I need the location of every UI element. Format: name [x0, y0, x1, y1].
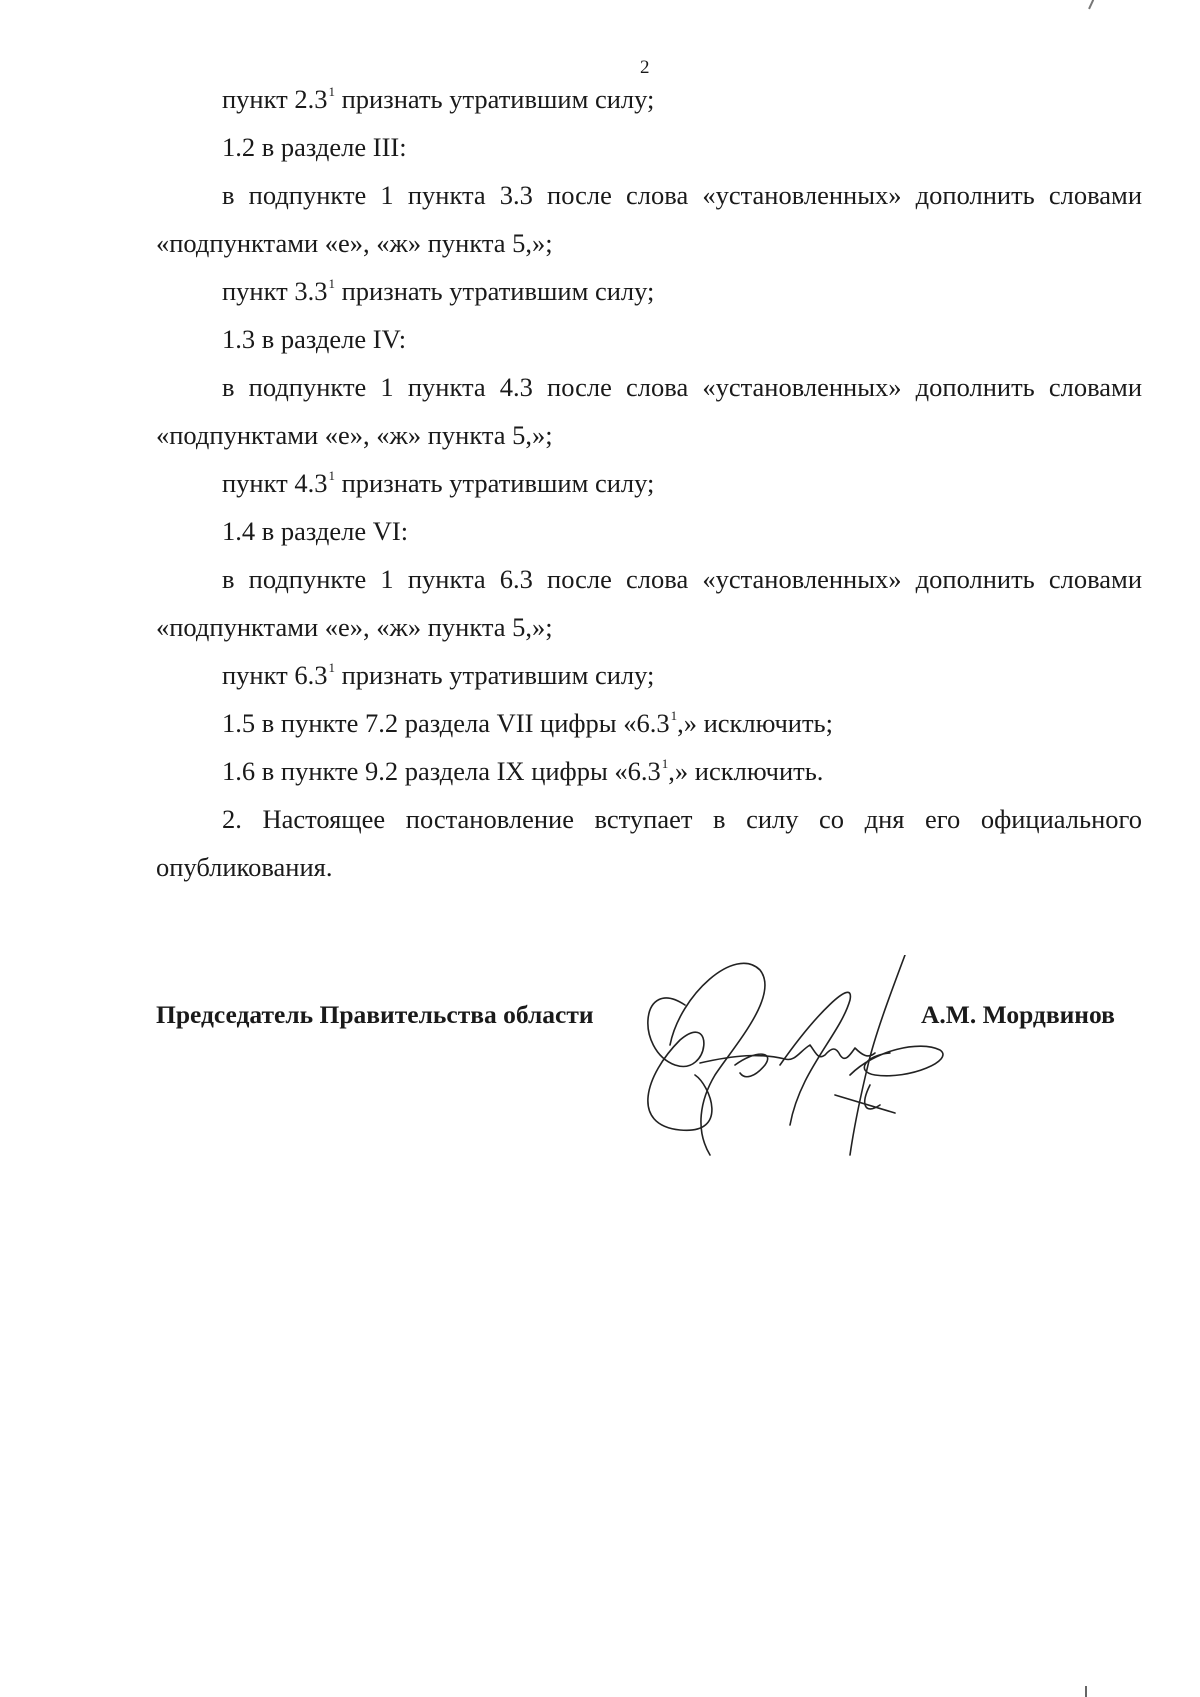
- paragraph-section-vi-amendment-cont: «подпунктами «е», «ж» пункта 5,»;: [156, 612, 553, 642]
- handwritten-signature: [640, 955, 970, 1165]
- signature-stroke: [850, 1046, 943, 1076]
- paragraph-section-iv-amendment-cont: «подпунктами «е», «ж» пункта 5,»;: [156, 420, 553, 450]
- scan-corner-mark: [1085, 1686, 1087, 1697]
- paragraph-item-1-6: 1.6 в пункте 9.2 раздела IX цифры «$6.3^1$,» исключить.: [222, 756, 824, 786]
- document-body: [156, 75, 1142, 891]
- paragraph-item-3-3-repealed: пункт $3.3^1$ признать утратившим силу;: [222, 276, 655, 306]
- signature-stroke: [735, 1054, 768, 1077]
- paragraph-section-iv-amendment: в подпункте 1 пункта 4.3 после слова «установленных» дополнить словами: [222, 372, 1142, 402]
- paragraph-item-6-3-repealed: пункт $6.3^1$ признать утратившим силу;: [222, 660, 655, 690]
- paragraph-section-iii-amendment-cont: «подпунктами «е», «ж» пункта 5,»;: [156, 228, 553, 258]
- paragraph-item-4-3-repealed: пункт $4.3^1$ признать утратившим силу;: [222, 468, 655, 498]
- paragraph-section-iv-heading: 1.3 в разделе IV:: [222, 324, 407, 354]
- scan-corner-mark: [1088, 0, 1097, 11]
- signatory-position: Председатель Правительства области: [156, 1000, 594, 1029]
- paragraph-section-iii-amendment: в подпункте 1 пункта 3.3 после слова «установленных» дополнить словами: [222, 180, 1142, 210]
- paragraph-section-vi-amendment: в подпункте 1 пункта 6.3 после слова «установленных» дополнить словами: [222, 564, 1142, 594]
- paragraph-effective-date-cont: опубликования.: [156, 852, 333, 882]
- page-number: 2: [640, 57, 650, 78]
- paragraph-section-iii-heading: 1.2 в разделе III:: [222, 132, 407, 162]
- paragraph-item-2-3-repealed: пункт $2.3^1$ признать утратившим силу;: [222, 84, 655, 114]
- signatory-name: А.М. Мордвинов: [921, 1000, 1115, 1029]
- paragraph-section-vi-heading: 1.4 в разделе VI:: [222, 516, 409, 546]
- paragraph-item-1-5: 1.5 в пункте 7.2 раздела VII цифры «$6.3^1$,» исключить;: [222, 708, 833, 738]
- paragraph-effective-date: 2. Настоящее постановление вступает в силу со дня его официального: [222, 804, 1142, 834]
